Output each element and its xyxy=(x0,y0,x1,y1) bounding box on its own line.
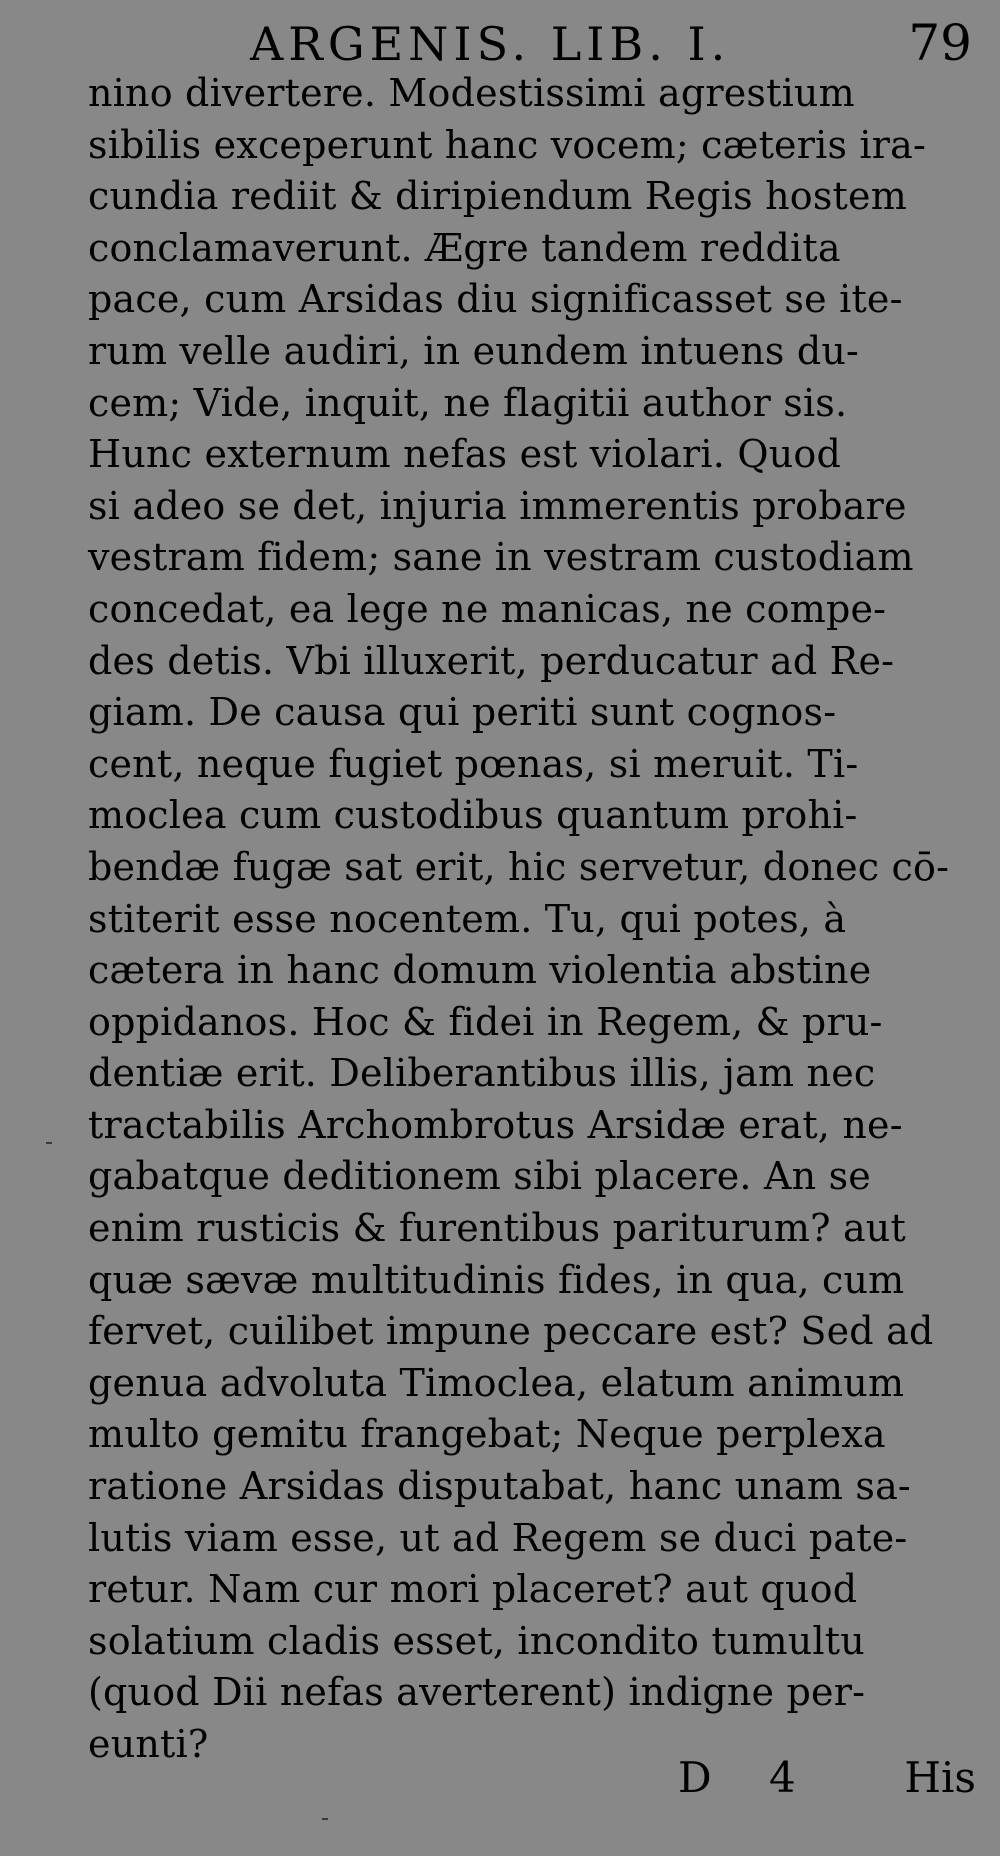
body-text xyxy=(88,68,978,1771)
text-line: fervet, cuilibet impune peccare est? Sed ad xyxy=(88,1309,934,1354)
text-line: concedat, ea lege ne manicas, ne compe- xyxy=(88,586,887,631)
running-title: ARGENIS. LIB. I. xyxy=(250,17,731,71)
text-line: enim rusticis & furentibus pariturum? aut xyxy=(88,1206,906,1251)
text-line: sibilis exceperunt hanc vocem; cæteris ira- xyxy=(88,122,927,167)
text-line: ratione Arsidas disputabat, hanc unam sa- xyxy=(88,1464,911,1509)
signature-mark: D 4 xyxy=(678,1753,818,1802)
text-line: vestram fidem; sane in vestram custodiam xyxy=(88,535,914,580)
text-line: stiterit esse nocentem. Tu, qui potes, à xyxy=(88,896,847,941)
catchword: His xyxy=(904,1753,976,1802)
text-line: oppidanos. Hoc & fidei in Regem, & pru- xyxy=(88,999,883,1044)
text-line: pace, cum Arsidas diu significasset se ite- xyxy=(88,277,903,322)
stray-ink-mark xyxy=(322,1818,328,1820)
text-line: retur. Nam cur mori placeret? aut quod xyxy=(88,1567,858,1612)
text-line: nino divertere. Modestissimi agrestium xyxy=(88,71,855,115)
text-line: cem; Vide, inquit, ne flagitii author sis. xyxy=(88,380,848,425)
text-line: tractabilis Archombrotus Arsidæ erat, ne- xyxy=(88,1102,903,1147)
text-line: Hunc externum nefas est violari. Quod xyxy=(88,432,841,477)
text-line: giam. De causa qui periti sunt cognos- xyxy=(88,690,837,735)
running-head xyxy=(250,14,976,72)
text-line: gabatque deditionem sibi placere. An se xyxy=(88,1154,871,1199)
text-line: solatium cladis esset, incondito tumultu xyxy=(88,1618,865,1663)
text-line: conclamaverunt. Ægre tandem reddita xyxy=(88,225,841,270)
text-line: cent, neque fugiet pœnas, si meruit. Ti- xyxy=(88,741,859,786)
text-line: si adeo se det, injuria immerentis probare xyxy=(88,483,907,528)
text-line: (quod Dii nefas averterent) indigne per- xyxy=(88,1670,866,1715)
text-line: dentiæ erit. Deliberantibus illis, jam nec xyxy=(88,1051,876,1096)
page-footer xyxy=(0,1748,1000,1808)
text-line: genua advoluta Timoclea, elatum animum xyxy=(88,1360,905,1405)
text-line: moclea cum custodibus quantum prohi- xyxy=(88,793,858,838)
text-line: cundia rediit & diripiendum Regis hostem xyxy=(88,174,907,219)
text-line: bendæ fugæ sat erit, hic servetur, donec cō- xyxy=(88,844,950,889)
stray-ink-mark xyxy=(46,1142,52,1144)
page-number: 79 xyxy=(908,14,972,72)
text-line: lutis viam esse, ut ad Regem se duci pate- xyxy=(88,1515,908,1560)
text-line: eunti? xyxy=(88,1722,209,1766)
text-line: quæ sævæ multitudinis fides, in qua, cum xyxy=(88,1257,905,1302)
text-line: cætera in hanc domum violentia abstine xyxy=(88,948,872,993)
text-line: des detis. Vbi illuxerit, perducatur ad Re- xyxy=(88,638,895,683)
text-line: rum velle audiri, in eundem intuens du- xyxy=(88,328,860,373)
text-line: multo gemitu frangebat; Neque perplexa xyxy=(88,1412,886,1457)
